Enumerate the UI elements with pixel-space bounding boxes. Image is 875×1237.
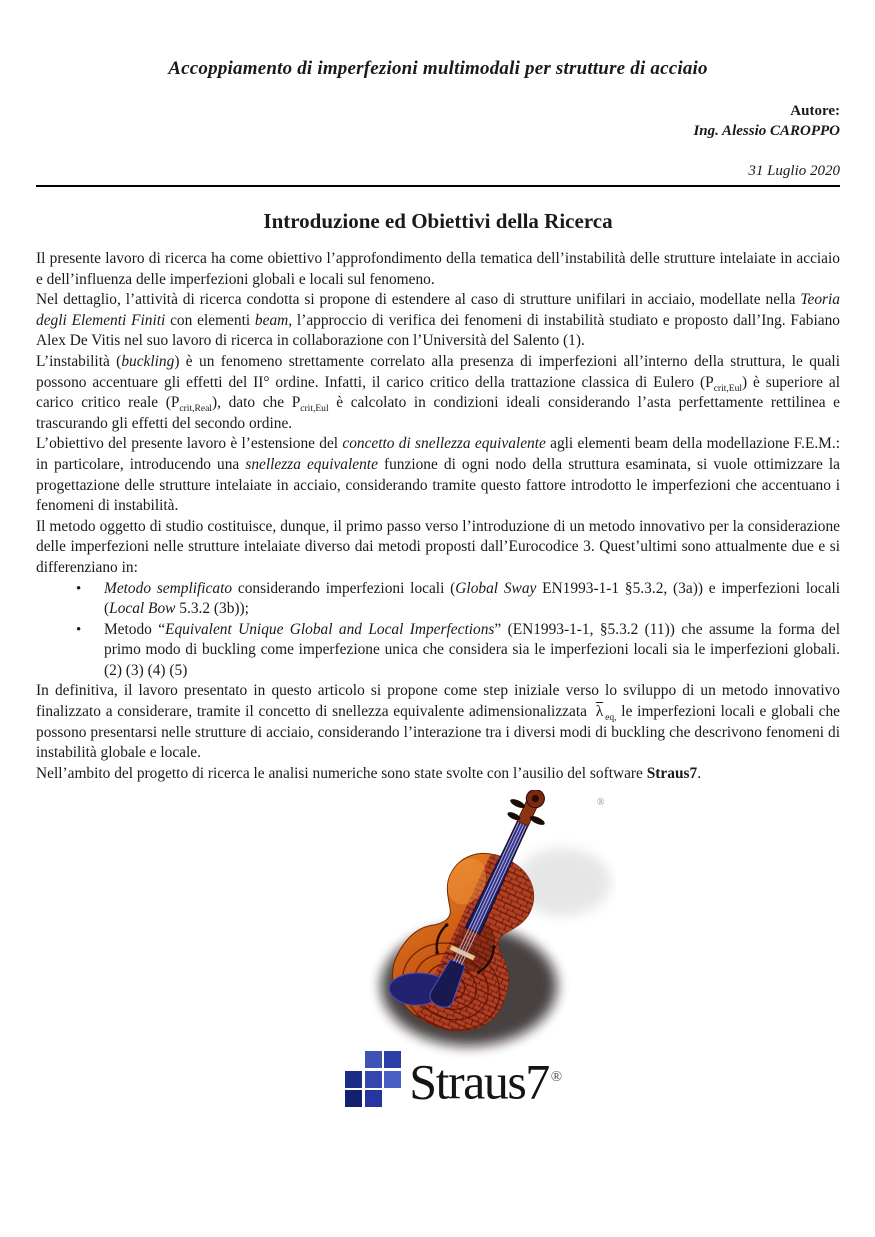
text-segment: Local Bow [109, 600, 176, 618]
text-segment: buckling [121, 352, 175, 370]
text-segment: agli elementi beam della modellazione F.E.M.: in particolare, introducendo una [36, 435, 840, 473]
paragraph [36, 517, 840, 579]
bullet-marker: • [76, 580, 82, 597]
text-segment: con elementi [165, 311, 255, 329]
figure-registered-mark: ® [596, 797, 605, 809]
registered-trademark-icon: ® [550, 1069, 561, 1086]
text-segment: crit,Eul [713, 382, 743, 394]
text-segment: concetto di snellezza equivalente [342, 435, 546, 453]
text-segment: ), dato che P [211, 394, 301, 412]
author-label: Autore: [790, 103, 840, 119]
straus7-logo-squares [345, 1051, 401, 1107]
paragraph [36, 249, 840, 290]
text-segment: considerando imperfezioni locali ( [232, 579, 456, 597]
article-body [36, 249, 840, 784]
text-segment: crit,Eul [300, 403, 329, 415]
text-segment: eq, [605, 712, 617, 724]
paragraph [36, 681, 840, 763]
document-date: 31 Luglio 2020 [748, 163, 840, 179]
logo-square [384, 1071, 401, 1088]
text-segment: le imperfezioni locali e globali che possono presentarsi nelle strutture di acciaio, considerando l’interazione tra i diversi modi di buckling che descrivono fenomeni di instabilità globale e locale. [36, 703, 840, 762]
paragraph [36, 290, 840, 352]
straus7-logo [36, 1051, 840, 1110]
text-segment: Global Sway [455, 579, 537, 597]
text-segment: Nel dettaglio, l’attività di ricerca condotta si propone di estendere al caso di strutture unifilari in acciaio, modellate nella [36, 291, 801, 309]
logo-square [365, 1051, 382, 1068]
text-segment: Equivalent Unique Global and Local Imperfections [165, 620, 495, 638]
text-segment: 5.3.2 (3b)); [175, 600, 249, 618]
author-block [36, 101, 840, 141]
text-segment: Teoria degli Elementi Finiti [36, 291, 840, 329]
document-title: Accoppiamento di imperfezioni multimodali per strutture di acciaio [168, 58, 708, 79]
text-segment: snellezza equivalente [245, 455, 378, 473]
bullet-item [36, 620, 840, 682]
horizontal-rule [36, 185, 840, 187]
text-segment: crit,Real [179, 403, 212, 415]
section-heading: Introduzione ed Obiettivi della Ricerca [263, 209, 613, 233]
text-segment: è calcolato in condizioni ideali considerando l’asta perfettamente rettilinea e trascurando gli effetti del secondo ordine. [36, 394, 840, 432]
paragraph [36, 434, 840, 516]
text-segment: Metodo “ [104, 620, 166, 638]
logo-wordmark: Straus7 [409, 1053, 549, 1110]
text-segment: In definitiva, il lavoro presentato in questo articolo si propone come step iniziale verso lo sviluppo di un metodo innovativo finalizzato a considerare, tramite il concetto di snellezza equivalente adimensionalizzata [36, 682, 840, 721]
logo-square [345, 1071, 362, 1088]
straus7-logo-inner [345, 1051, 561, 1110]
text-segment: L’obiettivo del presente lavoro è l’estensione del [36, 435, 343, 453]
text-segment: L’instabilità ( [36, 352, 122, 370]
text-segment: Metodo semplificato [104, 579, 233, 597]
text-segment: $\overline{\lambda}$ [595, 703, 604, 721]
text-segment: ) è superiore al carico critico reale (P [36, 373, 840, 412]
text-segment: Straus7 [646, 764, 698, 782]
paragraph [36, 352, 840, 434]
straus7-logo-text [409, 1052, 561, 1110]
violin-figure [36, 790, 840, 1065]
text-segment: Il metodo oggetto di studio costituisce, dunque, il primo passo verso l’introduzione di un metodo innovativo per la considerazione delle imperfezioni nelle strutture intelaiate diverso dai metodi proposti dall’Eurocodice 3. Quest’ultimi sono attualmente due e si differenziano in: [36, 517, 840, 576]
text-segment: beam [254, 311, 289, 329]
logo-square [345, 1090, 362, 1107]
author-name: Ing. Alessio CAROPPO [693, 123, 840, 139]
paragraph [36, 764, 840, 785]
bullet-text [104, 621, 840, 679]
bullet-marker: • [76, 621, 82, 638]
text-segment: . [697, 764, 702, 782]
text-segment: , l’approccio di verifica dei fenomeni di instabilità studiato e proposto dall’Ing. Fabiano Alex De Vitis nel suo lavoro di ricerca in collaborazione con l’Università del Salento (1). [36, 311, 840, 350]
bullet-item [36, 579, 840, 620]
text-segment: funzione di ogni nodo della struttura esaminata, si vuole ottimizzare la progettazione delle strutture intelaiate in acciaio, considerando tramite questo fattore introdotto le imperfezioni che accentuano i fenomeni di instabilità. [36, 455, 840, 515]
bullet-text [104, 580, 840, 618]
logo-square [384, 1051, 401, 1068]
text-segment: Nell’ambito del progetto di ricerca le analisi numeriche sono state svolte con l’ausilio del software [36, 764, 647, 782]
logo-square [365, 1090, 382, 1107]
logo-square [365, 1071, 382, 1088]
text-segment: ” (EN1993-1-1, §5.3.2 (11)) che assume la forma del primo modo di buckling come imperfezione unica che considera sia le imperfezioni locali sia le imperfezioni globali. (2) (3) (4) (5) [104, 620, 840, 679]
text-segment: ) è un fenomeno strettamente correlato alla presenza di imperfezioni all’interno della struttura, le quali possono accentuare gli effetti del II° ordine. Infatti, il carico critico della trattazione classica di Eulero (P [36, 352, 840, 391]
violin-image [351, 790, 616, 1065]
text-segment: Il presente lavoro di ricerca ha come obiettivo l’approfondimento della tematica dell’instabilità delle strutture intelaiate in acciaio e dell’influenza delle imperfezioni globali e locali sul fenomeno. [36, 250, 840, 288]
text-segment: EN1993-1-1 §5.3.2, (3a)) e imperfezioni locali ( [104, 579, 841, 618]
